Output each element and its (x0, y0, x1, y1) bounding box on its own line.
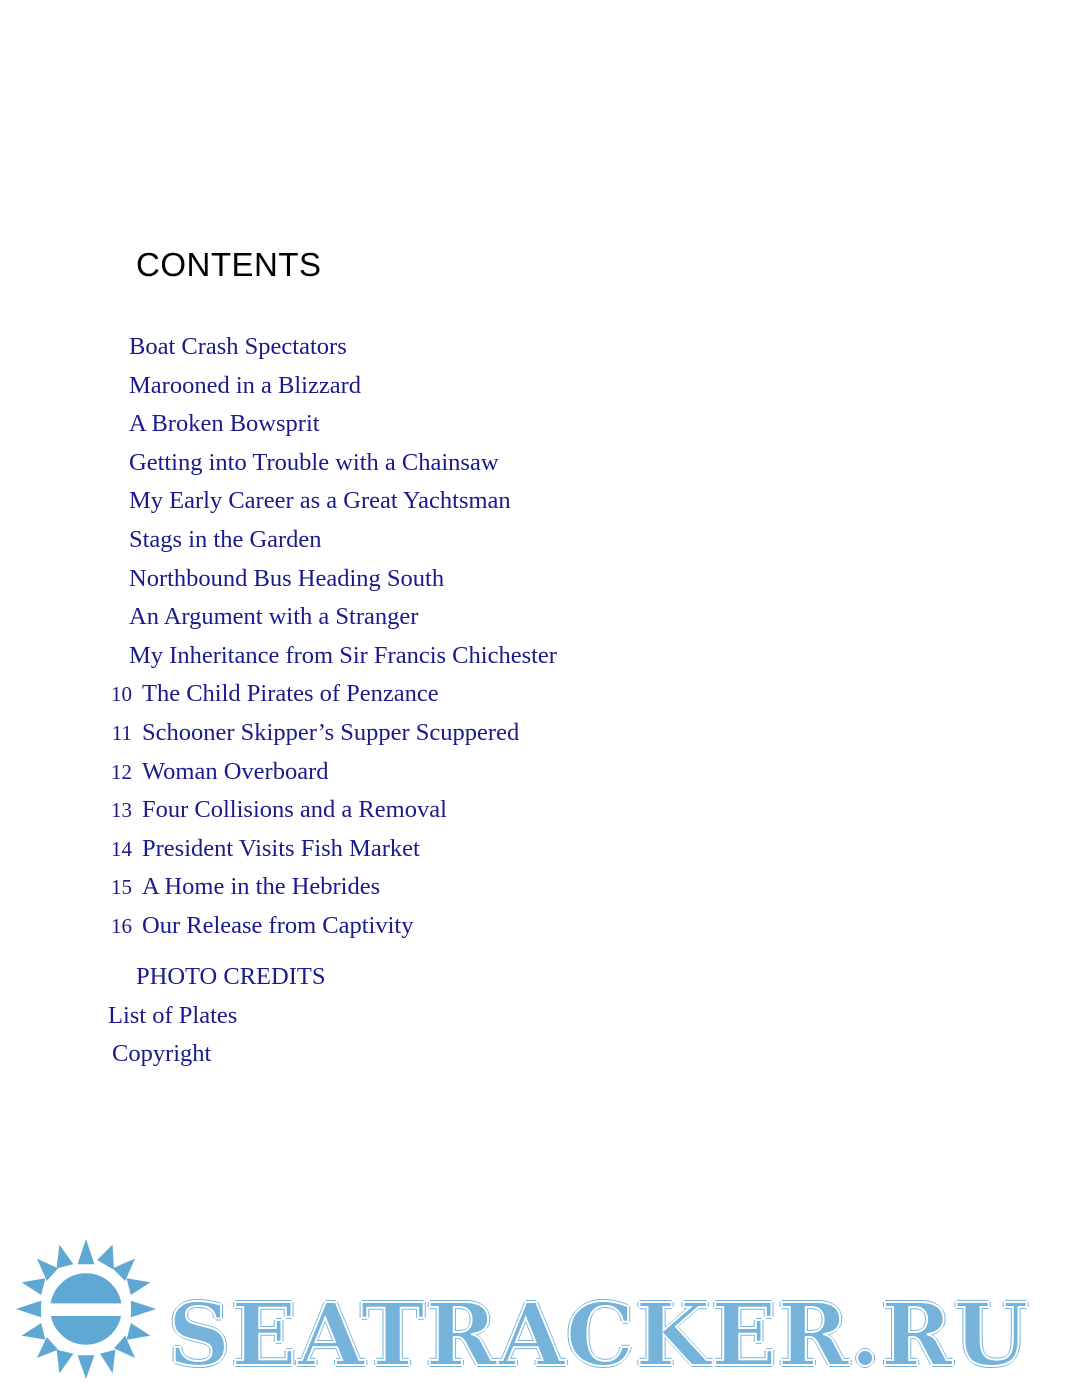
toc-entry-number: 12 (111, 759, 132, 784)
toc-entry-label[interactable]: My Early Career as a Great Yachtsman (129, 487, 511, 515)
toc-entry-label[interactable]: Stags in the Garden (129, 525, 322, 553)
toc-entry[interactable] (0, 714, 1080, 753)
toc-entry-label[interactable]: The Child Pirates of Penzance (142, 680, 439, 708)
toc-entry-label[interactable]: Schooner Skipper’s Supper Scuppered (142, 718, 520, 746)
toc-entry-number: 11 (111, 720, 132, 745)
toc-entry-number: 13 (111, 798, 132, 823)
toc-entry-number: 10 (111, 682, 132, 707)
toc-entry-number: 16 (111, 913, 132, 938)
toc-entry-number: 14 (111, 836, 132, 861)
toc-entry[interactable] (0, 521, 1080, 560)
back-matter-label[interactable]: PHOTO CREDITS (136, 963, 326, 990)
toc-entry-label[interactable]: Marooned in a Blizzard (129, 371, 361, 399)
toc-entry[interactable] (0, 830, 1080, 869)
toc-entry[interactable] (0, 328, 1080, 367)
toc-entry[interactable] (0, 753, 1080, 792)
sunburst-icon (16, 1239, 156, 1379)
toc-entry[interactable] (0, 907, 1080, 946)
toc-entry[interactable] (0, 482, 1080, 521)
toc-entry-label[interactable]: An Argument with a Stranger (129, 603, 419, 631)
table-of-contents (0, 328, 1080, 946)
back-matter-copyright[interactable] (0, 1035, 1080, 1074)
toc-entry-label[interactable]: A Home in the Hebrides (142, 873, 381, 901)
watermark (0, 1227, 1080, 1387)
toc-entry-label[interactable]: President Visits Fish Market (142, 834, 420, 862)
watermark-text: SEATRACKER.RU (168, 1285, 1030, 1386)
back-matter-label[interactable]: Copyright (112, 1040, 212, 1068)
toc-entry-label[interactable]: Boat Crash Spectators (129, 333, 347, 360)
toc-entry[interactable] (0, 868, 1080, 907)
toc-entry[interactable] (0, 675, 1080, 714)
toc-entry[interactable] (0, 405, 1080, 444)
toc-entry-label[interactable]: Our Release from Captivity (142, 911, 414, 939)
toc-entry-label[interactable]: Getting into Trouble with a Chainsaw (129, 448, 499, 476)
toc-entry-label[interactable]: My Inheritance from Sir Francis Chichester (129, 641, 557, 669)
back-matter-label[interactable]: List of Plates (108, 1001, 238, 1029)
toc-entry-label[interactable]: A Broken Bowsprit (129, 410, 320, 438)
back-matter-list (0, 958, 1080, 1074)
toc-entry[interactable] (0, 367, 1080, 406)
back-matter-list-of-plates[interactable] (0, 997, 1080, 1036)
toc-entry-label[interactable]: Northbound Bus Heading South (129, 564, 445, 592)
toc-entry-label[interactable]: Four Collisions and a Removal (142, 796, 447, 824)
toc-entry-number: 15 (111, 875, 132, 900)
toc-entry-label[interactable]: Woman Overboard (142, 757, 329, 785)
toc-entry[interactable] (0, 598, 1080, 637)
toc-entry[interactable] (0, 444, 1080, 483)
toc-entry[interactable] (0, 560, 1080, 599)
back-matter-photo-credits[interactable] (0, 958, 1080, 997)
page-title: CONTENTS (136, 246, 322, 283)
toc-entry[interactable] (0, 791, 1080, 830)
toc-entry[interactable] (0, 637, 1080, 676)
